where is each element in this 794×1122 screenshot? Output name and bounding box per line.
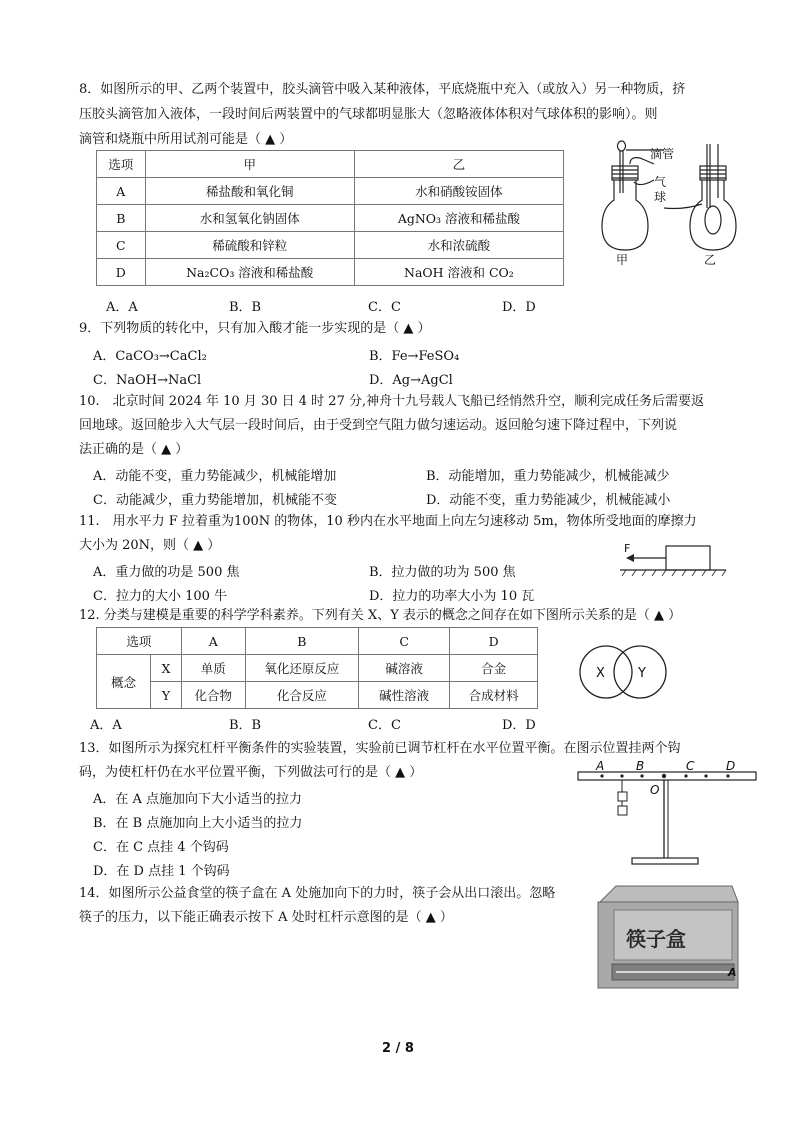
q12-x-label: X (151, 655, 182, 682)
q10-stem-line2: 回地球。返回舱步入大气层一段时间后，由于受到空气阻力做匀速运动。返回舱匀速下降过程中，下列说 (79, 418, 678, 433)
q8-table-cell: C (97, 232, 146, 259)
q12-option-b[interactable]: B．B (229, 718, 262, 733)
q14-stem-line2: 筷子的压力，以下能正确表示按下 A 处时杠杆示意图的是（ ▲ ） (79, 910, 453, 925)
q8-table-cell: 水和浓硫酸 (354, 232, 563, 259)
q13-lever-figure (574, 758, 764, 870)
q8-table-header: 选项 (97, 151, 146, 178)
q12-option-a[interactable]: A．A (90, 718, 122, 733)
q8-option-b[interactable]: B．B (229, 300, 262, 315)
q12-table-header: C (358, 628, 449, 655)
q8-table-cell: Na₂CO₃ 溶液和稀盐酸 (145, 259, 354, 286)
q11-stem-line2: 大小为 20N，则（ ▲ ） (79, 538, 221, 553)
q12-table-header: B (245, 628, 358, 655)
q12-venn-figure (574, 642, 674, 702)
q14-box-label: 筷子盒 (626, 927, 686, 951)
q11-force-label: F (624, 542, 631, 555)
q10-option-c[interactable]: C．动能减少，重力势能增加，机械能不变 (93, 493, 337, 508)
q8-table (96, 150, 564, 286)
q9-option-c[interactable]: C．NaOH→NaCl (93, 373, 202, 388)
q10-stem-line1: 10. 北京时间 2024 年 10 月 30 日 4 时 27 分,神舟十九号载人飞船已经悄然升空，顺利完成任务后需要返 (79, 394, 705, 409)
q13-option-a[interactable]: A．在 A 点施加向下大小适当的拉力 (93, 792, 303, 807)
q12-table-cell: 单质 (181, 655, 245, 682)
q12-table-cell: 碱溶液 (358, 655, 449, 682)
q8-table-cell: 稀盐酸和氧化铜 (145, 178, 354, 205)
q11-option-b[interactable]: B．拉力做的功为 500 焦 (369, 565, 516, 580)
q8-label-balloon-1: 气 (654, 175, 667, 189)
q8-stem-line2: 压胶头滴管加入液体，一段时间后两装置中的气球都明显胀大（忽略液体体积对气球体积的影响）。则 (79, 107, 658, 122)
q8-option-d[interactable]: D．D (502, 300, 536, 315)
q8-option-c[interactable]: C．C (368, 300, 401, 315)
q12-table-header: A (181, 628, 245, 655)
q9-option-a[interactable]: A．CaCO₃→CaCl₂ (93, 349, 207, 364)
q10-option-d[interactable]: D．动能不变，重力势能减少，机械能减小 (426, 493, 671, 508)
q12-concept-label: 概念 (97, 655, 151, 709)
q8-table-cell: AgNO₃ 溶液和稀盐酸 (354, 205, 563, 232)
q12-venn-x: X (596, 666, 605, 681)
q13-point-b: B (636, 759, 645, 773)
q11-option-d[interactable]: D．拉力的功率大小为 10 瓦 (369, 589, 535, 604)
q9-stem: 9．下列物质的转化中，只有加入酸才能一步实现的是（ ▲ ） (79, 321, 431, 336)
q14-stem-line1: 14．如图所示公益食堂的筷子盒在 A 处施加向下的力时，筷子会从出口滚出。忽略 (79, 886, 556, 901)
q14-point-a: A (728, 966, 737, 979)
q10-option-b[interactable]: B．动能增加，重力势能减少，机械能减少 (426, 469, 670, 484)
q13-option-b[interactable]: B．在 B 点施加向上大小适当的拉力 (93, 816, 303, 831)
q12-table-cell: 合成材料 (450, 682, 538, 709)
q13-option-c[interactable]: C．在 C 点挂 4 个钩码 (93, 840, 229, 855)
q13-point-d: D (726, 759, 736, 773)
q8-label-dropper: 滴管 (650, 147, 675, 161)
q12-option-c[interactable]: C．C (368, 718, 401, 733)
q11-force-figure (618, 540, 730, 580)
q13-stem-line2: 码，为使杠杆仍在水平位置平衡，下列做法可行的是（ ▲ ） (79, 765, 423, 780)
q11-option-c[interactable]: C．拉力的大小 100 牛 (93, 589, 228, 604)
q8-label-balloon-2: 球 (654, 190, 667, 204)
q11-option-a[interactable]: A．重力做的功是 500 焦 (93, 565, 240, 580)
q10-stem-line3: 法正确的是（ ▲ ） (79, 442, 189, 457)
q13-stem-line1: 13．如图所示为探究杠杆平衡条件的实验装置，实验前已调节杠杆在水平位置平衡。在图示位置挂两个钩 (79, 741, 681, 756)
q13-point-c: C (686, 759, 695, 773)
q8-option-a[interactable]: A．A (106, 300, 138, 315)
q14-chopstick-box-photo (592, 880, 742, 992)
q8-table-cell: 水和硝酸铵固体 (354, 178, 563, 205)
page-number: 2 / 8 (382, 1041, 414, 1056)
q10-option-a[interactable]: A．动能不变，重力势能减少，机械能增加 (93, 469, 337, 484)
q12-table-header: D (450, 628, 538, 655)
q12-table (96, 627, 538, 709)
q8-stem-line1: 8．如图所示的甲、乙两个装置中，胶头滴管中吸入某种液体，平底烧瓶中充入（或放入）另一种物质，挤 (79, 82, 686, 97)
q8-table-cell: B (97, 205, 146, 232)
q8-label-jia: 甲 (616, 253, 629, 266)
q13-point-a: A (596, 759, 605, 773)
q8-table-header: 甲 (145, 151, 354, 178)
q12-stem: 12. 分类与建模是重要的科学学科素养。下列有关 X、Y 表示的概念之间存在如下图所示关系的是（ ▲ ） (79, 608, 682, 623)
q12-table-cell: 碱性溶液 (358, 682, 449, 709)
q8-table-header: 乙 (354, 151, 563, 178)
q11-stem-line1: 11. 用水平力 F 拉着重为100N 的物体，10 秒内在水平地面上向左匀速移动 5m，物体所受地面的摩擦力 (79, 514, 697, 529)
q8-table-cell: A (97, 178, 146, 205)
q12-option-d[interactable]: D．D (502, 718, 536, 733)
q8-table-cell: D (97, 259, 146, 286)
q12-table-cell: 化合反应 (245, 682, 358, 709)
q8-label-yi: 乙 (704, 253, 717, 266)
q13-point-o: O (650, 783, 660, 797)
q8-table-cell: NaOH 溶液和 CO₂ (354, 259, 563, 286)
q8-flask-figure (594, 138, 744, 266)
q9-option-d[interactable]: D．Ag→AgCl (369, 373, 453, 388)
q8-stem-line3: 滴管和烧瓶中所用试剂可能是（ ▲ ） (79, 132, 293, 147)
q13-option-d[interactable]: D．在 D 点挂 1 个钩码 (93, 864, 230, 879)
q12-table-cell: 合金 (450, 655, 538, 682)
q12-table-cell: 化合物 (181, 682, 245, 709)
q9-option-b[interactable]: B．Fe→FeSO₄ (369, 349, 460, 364)
q12-table-cell: 氧化还原反应 (245, 655, 358, 682)
q8-table-cell: 水和氢氧化钠固体 (145, 205, 354, 232)
q12-venn-y: Y (638, 666, 646, 681)
q12-table-header: 选项 (97, 628, 182, 655)
q12-y-label: Y (151, 682, 182, 709)
q8-table-cell: 稀硫酸和锌粒 (145, 232, 354, 259)
